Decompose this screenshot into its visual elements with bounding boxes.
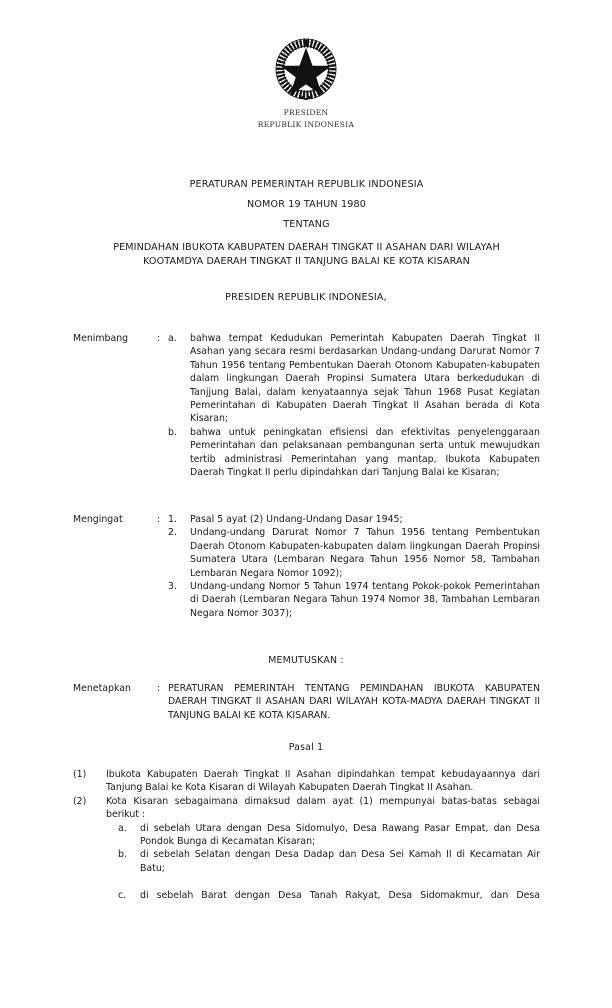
menimbang-marker-b: b. <box>168 426 177 438</box>
pasal-ayat-2-text: Kota Kisaran sebagaimana dimaksud dalam ayat (1) mempunyai batas-batas sebagai berikut : <box>106 795 540 821</box>
mengingat-item-3 <box>73 580 540 620</box>
menetapkan-colon: : <box>157 683 161 694</box>
title-subject-line-2: KOOTAMDYA DAERAH TINGKAT II TANJUNG BALAI KE KOTA KISARAN <box>143 256 470 267</box>
pasal-batas-marker-c: c. <box>118 889 127 901</box>
emblem-caption-republik-indonesia: REPUBLIK INDONESIA <box>257 120 355 129</box>
mengingat-text-3: Undang-undang Nomor 5 Tahun 1974 tentang Pokok-pokok Pemerintahan di Daerah (Lembaran Negara Tahun 1974 Nomor 38, Tambahan Lembaran Negara Nomor 3037); <box>190 581 540 619</box>
pasal-ayat-2 <box>73 795 540 822</box>
pasal-batas-text-a: di sebelah Utara dengan Desa Sidomulyo, Desa Rawang Pasar Empat, dan Desa Pondok Bunga di Kecamatan Kisaran; <box>140 822 540 848</box>
mengingat-marker-3: 3. <box>168 581 177 593</box>
pasal-ayat-1 <box>73 768 540 795</box>
emblem-caption-presiden: PRESIDEN <box>283 108 329 117</box>
mengingat-marker-1: 1. <box>168 514 177 525</box>
presidential-emblem-block <box>0 32 612 130</box>
document-title-block <box>73 175 540 269</box>
menimbang-item-b <box>73 426 540 480</box>
title-line-tentang: TENTANG <box>283 219 330 230</box>
pasal-batas-item-b <box>73 848 540 875</box>
menimbang-item-a <box>73 332 540 426</box>
mengingat-label: Mengingat <box>73 514 123 525</box>
pasal-batas-marker-a: a. <box>118 822 127 834</box>
menimbang-colon: : <box>157 333 161 344</box>
menimbang-section <box>73 332 540 479</box>
mengingat-section <box>73 513 540 620</box>
pasal-batas-text-c: di sebelah Barat dengan Desa Tanah Rakyat, Desa Sidomakmur, dan Desa <box>140 889 540 901</box>
pasal-batas-item-c <box>73 889 540 902</box>
menimbang-text-b: bahwa untuk peningkatan efisiensi dan efektivitas penyelenggaraan Pemerintahan dan pelaksanaan pembangunan serta untuk mewujudkan tertib administrasi Pemerintahan yang mantap, Ibukota Kabupaten Daerah Tingkat II perlu dipindahkan dari Tanjung Balai ke Kisaran; <box>190 426 540 479</box>
title-line-peraturan: PERATURAN PEMERINTAH REPUBLIK INDONESIA <box>189 179 424 190</box>
president-republik-indonesia-line: PRESIDEN REPUBLIK INDONESIA, <box>225 292 387 303</box>
pasal-batas-text-b: di sebelah Selatan dengan Desa Dadap dan Desa Sei Kamah II di Kecamatan Air Batu; <box>140 849 540 874</box>
mengingat-colon: : <box>157 514 161 525</box>
menetapkan-text: PERATURAN PEMERINTAH TENTANG PEMINDAHAN IBUKOTA KABUPATEN DAERAH TINGKAT II ASAHAN DARI WILAYAH KOTA-MADYA DAERAH TINGKAT II TANJUNG BALAI KE KOTA KISARAN. <box>168 683 540 721</box>
pasal-ayat-1-text: Ibukota Kabupaten Daerah Tingkat II Asahan dipindahkan tempat kebudayaannya dari Tanjung Balai ke Kota Kisaran di Wilayah Kabupaten Daerah Tingkat II Asahan. <box>106 769 540 794</box>
paragraph-gap <box>73 875 540 888</box>
menimbang-text-a: bahwa tempat Kedudukan Pemerintah Kabupaten Daerah Tingkat II Asahan yang secara resmi berdasarkan Undang-undang Darurat Nomor 7 Tahun 1956 tentang Pembentukan Daerah Otonom Kabupaten-kabupaten dalam lingkungan Daerah Propinsi Sumatera Utara berkedudukan di Tanjjung Balai, dalam kenyataannya sejak Tahun 1968 Pusat Kegiatan Pemerintahan di Kabupaten Daerah Tingkat II Asahan berada di Kota Kisaran; <box>190 333 540 425</box>
menimbang-label: Menimbang <box>73 333 129 344</box>
garuda-star-wreath-emblem-icon <box>269 32 343 106</box>
title-line-nomor: NOMOR 19 TAHUN 1980 <box>247 199 366 210</box>
mengingat-text-2: Undang-undang Darurat Nomor 7 Tahun 1956 tentang Pembentukan Daerah Otonom Kabupaten-kabupaten dalam lingkungan Daerah Propinsi Sumatera Utara (Lembaran Negara Tahun 1956 Nomor 58, Tambahan Lembaran Negara Nomor 1092); <box>190 527 540 579</box>
mengingat-text-1: Pasal 5 ayat (2) Undang-Undang Dasar 1945; <box>190 514 403 525</box>
memutuskan-heading: MEMUTUSKAN : <box>268 655 344 666</box>
menetapkan-label: Menetapkan <box>73 683 131 694</box>
pasal-batas-marker-b: b. <box>118 849 127 861</box>
pasal-ayat-2-marker: (2) <box>73 795 87 807</box>
pasal-batas-item-a <box>73 822 540 849</box>
pasal-ayat-1-marker: (1) <box>73 769 87 780</box>
pasal-1-body <box>73 768 540 902</box>
mengingat-marker-2: 2. <box>168 527 177 539</box>
menetapkan-section <box>73 682 540 722</box>
mengingat-item-2 <box>73 526 540 580</box>
title-subject-line-1: PEMINDAHAN IBUKOTA KABUPATEN DAERAH TINGKAT II ASAHAN DARI WILAYAH <box>113 242 500 253</box>
menimbang-marker-a: a. <box>168 333 177 344</box>
mengingat-item-1 <box>73 513 540 526</box>
pasal-1-heading: Pasal 1 <box>288 742 324 753</box>
